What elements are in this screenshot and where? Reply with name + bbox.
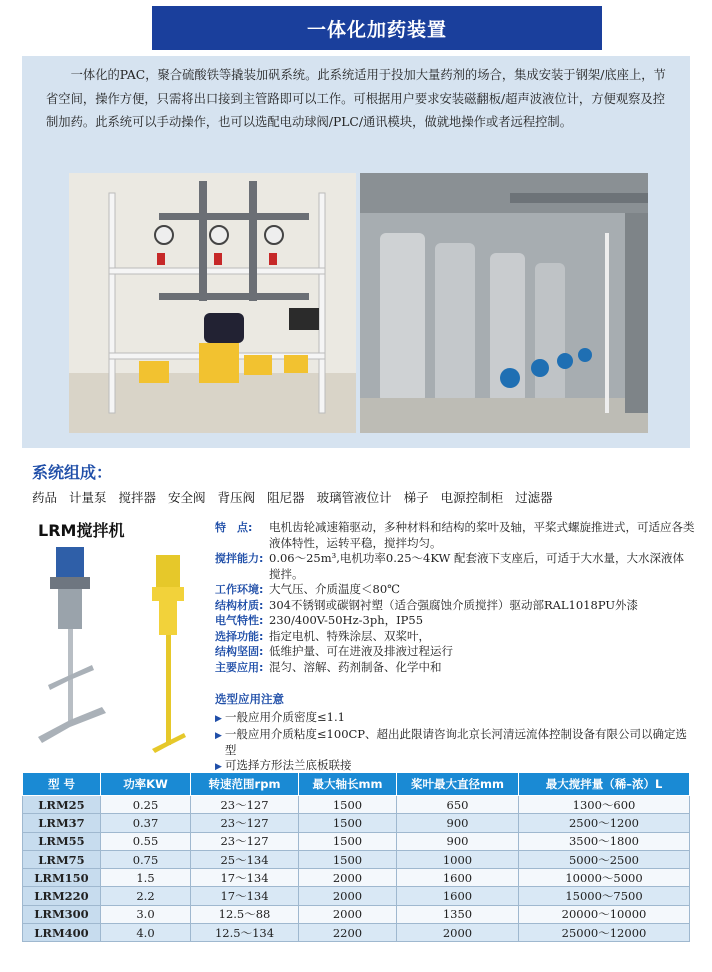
spec-label: 结构材质: [215,598,264,612]
spec-label: 搅拌能力: [215,552,264,565]
table-cell: 17～134 [191,869,299,887]
table-cell: 15000～7500 [519,887,690,905]
spec-value: 电机齿轮减速箱驱动，多种材料和结构的桨叶及轴，平桨式螺旋推进式，可适应各类液体特性，运转平稳，搅拌均匀。 [269,520,695,550]
table-cell: 900 [397,814,519,832]
spec-value: 304不锈钢或碳钢衬塑（适合强腐蚀介质搅拌）驱动部RAL1018PU外漆 [269,597,639,612]
spec-label: 结构坚固: [215,645,264,658]
selection-item [215,727,695,758]
table-cell: 23～127 [191,814,299,832]
component-item: 搅拌器 [118,490,157,505]
component-item: 过滤器 [515,490,553,505]
components-list [32,488,553,506]
selection-notes [215,692,695,776]
spec-value: 低维护量、可在进液及排液过程运行 [269,644,453,658]
spec-value: 230/400V-50Hz-3ph，IP55 [269,613,424,627]
selection-title: 选型应用注意 [215,692,284,706]
component-item: 梯子 [403,490,429,505]
table-row [23,850,690,868]
table-cell: 5000～2500 [519,850,690,868]
table-cell: 1600 [397,887,519,905]
spec-row [215,613,695,629]
table-cell: 0.75 [101,850,191,868]
table-cell: 23～127 [191,832,299,850]
component-item: 阻尼器 [267,490,305,505]
spec-row [215,551,695,582]
table-row [23,887,690,905]
component-item: 玻璃管液位计 [316,490,392,505]
table-row [23,814,690,832]
spec-value: 指定电机、特殊涂层、双桨叶， [269,628,430,643]
table-cell: 2000 [299,887,397,905]
model-cell: LRM55 [23,832,101,850]
lrm-specs [215,520,695,675]
table-cell: 650 [397,796,519,814]
table-cell: 2.2 [101,887,191,905]
intro-paragraph: 一体化的PAC，聚合硫酸铁等撬装加矾系统。此系统适用于投加大量药剂的场合，集成安装于钢架/底座上，节省空间，操作方便，只需将出口接到主管路即可以工作。可根据用户要求安装磁翻板/超声波液位计，方便观察及控制加药。此系统可以手动操作，也可以选配电动球阀/PLC/通讯模块，做就地操作或者远程控制。 [46,68,666,129]
table-row [23,924,690,942]
model-spec-table [22,772,690,942]
table-cell: 1350 [397,905,519,923]
table-cell: 17～134 [191,887,299,905]
table-row [23,832,690,850]
table-cell: 20000～10000 [519,905,690,923]
table-cell: 1000 [397,850,519,868]
spec-label: 主要应用: [215,660,264,674]
table-row [23,905,690,923]
spec-value: 大气压、介质温度＜80℃ [269,582,400,596]
table-cell: 1500 [299,850,397,868]
spec-row [215,582,695,598]
component-item: 安全阀 [168,490,206,505]
lrm-title: LRM搅拌机 [38,521,125,540]
column-header: 最大搅拌量（稀–浓）L [519,773,690,796]
model-cell: LRM75 [23,850,101,868]
table-cell: 1500 [299,814,397,832]
table-cell: 25000～12000 [519,924,690,942]
table-cell: 2500～1200 [519,814,690,832]
table-cell: 12.5～134 [191,924,299,942]
selection-item [215,710,695,728]
spec-label: 电气特性: [215,614,264,627]
table-cell: 900 [397,832,519,850]
table-cell: 2000 [299,869,397,887]
table-row [23,869,690,887]
column-header: 功率KW [101,773,191,796]
spec-value: 混匀、溶解、药剂制备、化学中和 [269,659,442,674]
column-header: 型 号 [23,773,101,796]
bullet-icon: ▶ [215,762,222,772]
system-title: 系统组成： [32,463,113,482]
column-header: 转速范围rpm [191,773,299,796]
model-cell: LRM37 [23,814,101,832]
spec-label: 工作环境: [215,583,264,596]
page-title: 一体化加药装置 [152,6,602,50]
spec-value: 0.06～25m³,电机功率0.25～4KW 配套液下支座后，可适于大水量，大水深液体搅拌。 [269,551,684,581]
model-cell: LRM220 [23,887,101,905]
model-cell: LRM400 [23,924,101,942]
table-cell: 1500 [299,796,397,814]
table-cell: 1600 [397,869,519,887]
table-cell: 2000 [397,924,519,942]
table-cell: 0.55 [101,832,191,850]
table-cell: 12.5～88 [191,905,299,923]
table-cell: 2200 [299,924,397,942]
mixer-yellow [152,555,186,753]
plant-room-photo [360,173,648,433]
bullet-icon: ▶ [215,713,222,724]
table-cell: 3.0 [101,905,191,923]
table-cell: 2000 [299,905,397,923]
mixer-images [28,545,208,760]
component-item: 药品 [32,490,58,505]
table-header-row [23,773,690,796]
table-cell: 1300～600 [519,796,690,814]
model-cell: LRM25 [23,796,101,814]
spec-label: 选择功能: [215,629,264,643]
table-cell: 1500 [299,832,397,850]
column-header: 最大轴长mm [299,773,397,796]
spec-row [215,644,695,660]
table-cell: 4.0 [101,924,191,942]
spec-row [215,520,695,551]
table-cell: 25～134 [191,850,299,868]
spec-label: 特 点: [215,521,253,534]
component-item: 计量泵 [69,490,107,505]
component-item: 背压阀 [217,490,256,505]
dosing-skid-photo [69,173,356,433]
component-item: 电源控制柜 [440,490,504,505]
table-cell: 3500～1800 [519,832,690,850]
selection-text: 一般应用介质密度≤1.1 [225,709,345,724]
model-cell: LRM300 [23,905,101,923]
column-header: 桨叶最大直径mm [397,773,519,796]
mixer-stainless [38,547,106,743]
spec-row [215,660,695,676]
selection-text: 可选择方形法兰底板联接 [225,758,352,772]
table-cell: 0.25 [101,796,191,814]
spec-row [215,598,695,614]
model-cell: LRM150 [23,869,101,887]
selection-text: 一般应用介质粘度≤100CP、超出此限请咨询北京长河清远流体控制设备有限公司以确定选型 [224,727,688,757]
table-cell: 10000～5000 [519,869,690,887]
table-cell: 1.5 [101,869,191,887]
table-cell: 0.37 [101,814,191,832]
spec-row [215,629,695,645]
table-row [23,796,690,814]
table-cell: 23～127 [191,796,299,814]
bullet-icon: ▶ [215,731,222,741]
